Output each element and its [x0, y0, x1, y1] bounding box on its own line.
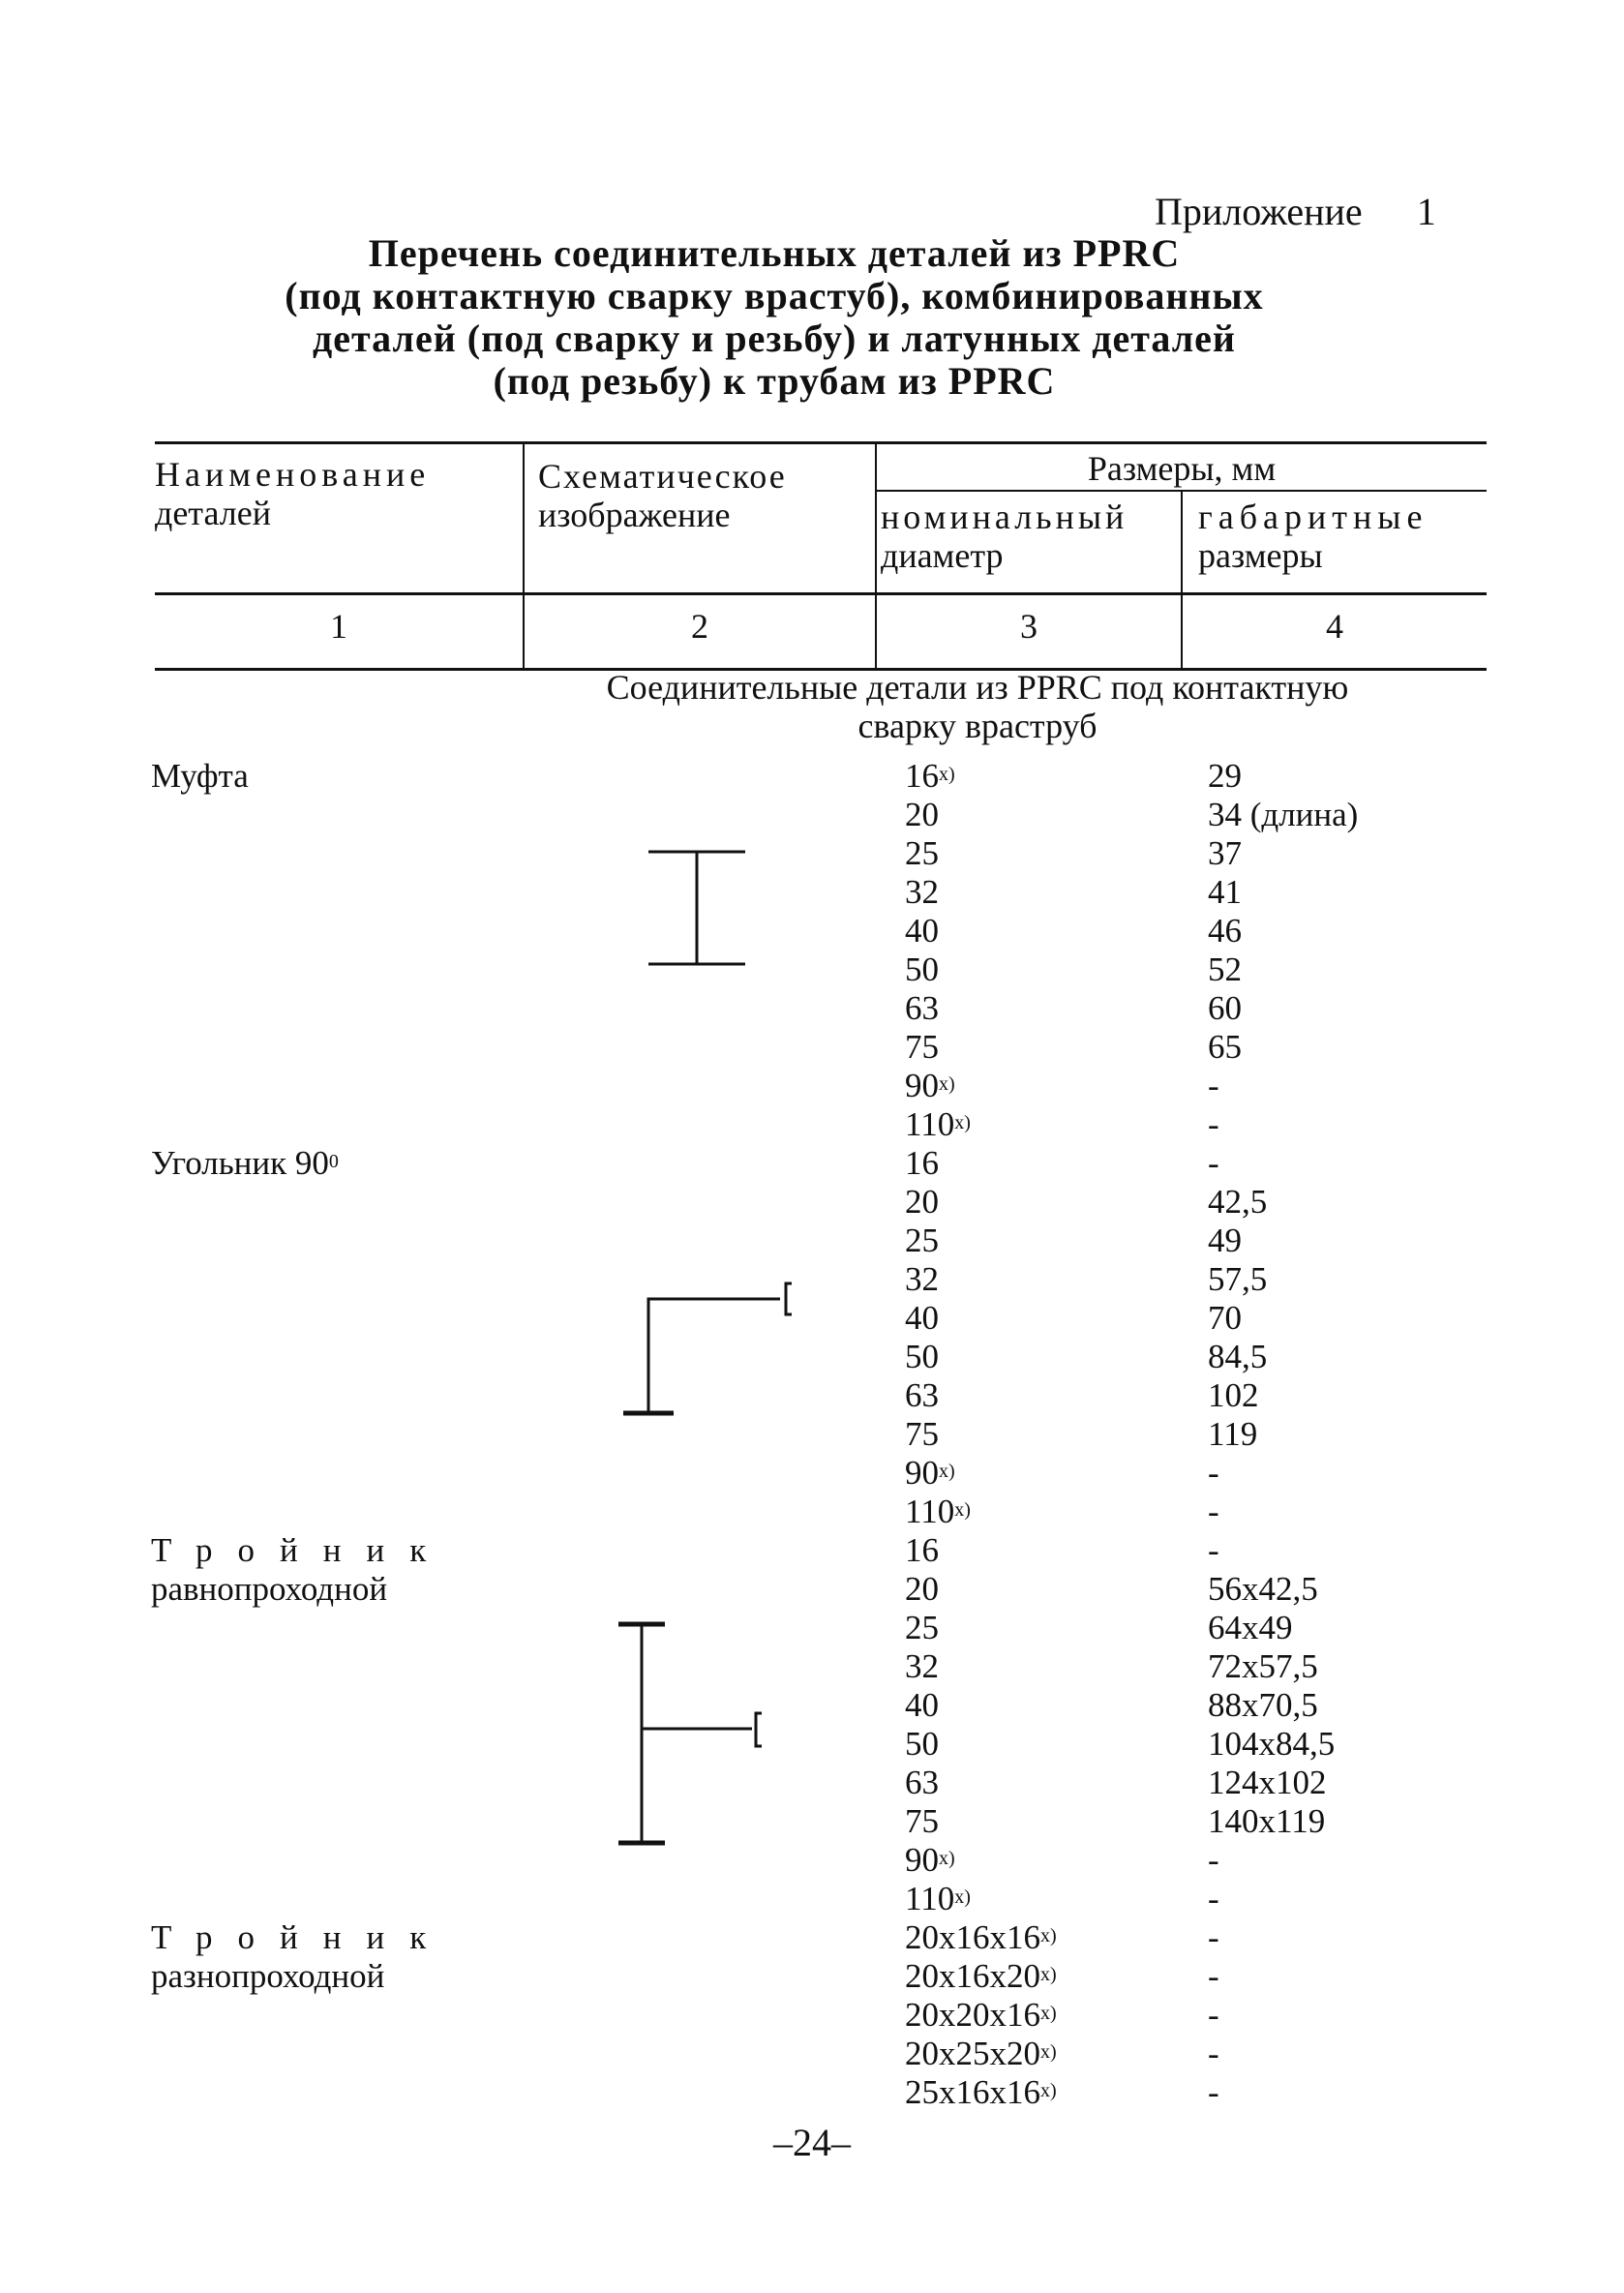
- title-line: Перечень соединительных деталей из PPRC: [368, 231, 1181, 275]
- overall-size: -: [1208, 1531, 1219, 1569]
- nominal-diameter: 20: [905, 1570, 939, 1608]
- overall-size: 37: [1208, 834, 1242, 872]
- header-col1-line1: Наименование: [155, 455, 431, 494]
- footnote-mark: x): [1040, 2003, 1057, 2024]
- nominal-diameter: 40: [905, 1686, 939, 1724]
- overall-size: -: [1208, 1454, 1219, 1492]
- header-col3-line1: номинальный: [881, 498, 1128, 536]
- section-title-line2: сварку враструб: [857, 707, 1098, 745]
- nominal-diameter: 50: [905, 1725, 939, 1763]
- nominal-diameter: 16: [905, 1531, 939, 1569]
- nominal-diameter: 25x16x16$^{x)}$: [905, 2073, 1057, 2111]
- section-title-line1: Соединительные детали из PPRC под контактную: [606, 668, 1349, 707]
- nominal-diameter: 25: [905, 834, 939, 872]
- part-name: Угольник $90^0$: [151, 1144, 339, 1182]
- part-name: [151, 757, 249, 796]
- page-number: –24–: [773, 2121, 851, 2164]
- overall-size: -: [1208, 1880, 1219, 1917]
- overall-size: -: [1208, 1841, 1219, 1879]
- nominal-diameter: 20x16x20$^{x)}$: [905, 1957, 1057, 1995]
- nominal-diameter: 25: [905, 1609, 939, 1646]
- header-col4: [1198, 498, 1428, 575]
- header-bottom-rule: [155, 592, 1487, 595]
- footnote-mark: x): [939, 764, 955, 785]
- part-name: [151, 1918, 451, 1996]
- overall-size: 41: [1208, 873, 1242, 911]
- overall-size: 29: [1208, 757, 1242, 795]
- nominal-diameter: 32: [905, 1260, 939, 1298]
- nominal-diameter: 75: [905, 1415, 939, 1453]
- part-name-line: Тройник: [151, 1531, 452, 1569]
- nominal-diameter: 40: [905, 1299, 939, 1337]
- elbow-90-icon: [610, 1258, 803, 1433]
- part-name-line: разнопроходной: [151, 1957, 385, 1995]
- overall-size: 102: [1208, 1376, 1259, 1414]
- overall-size: 84,5: [1208, 1338, 1268, 1375]
- header-col2-line1: Схематическое: [538, 457, 787, 496]
- header-sizes: Размеры, мм: [1087, 449, 1277, 488]
- header-col2: [538, 457, 787, 534]
- nominal-diameter: 40: [905, 912, 939, 950]
- column-number-4: 4: [1326, 607, 1343, 646]
- nominal-diameter: 16$^{x)}$: [905, 757, 955, 795]
- footnote-mark: x): [939, 1848, 955, 1869]
- overall-size: 42,5: [1208, 1183, 1268, 1221]
- overall-size: 52: [1208, 950, 1242, 988]
- header-col3-line2: диаметр: [881, 536, 1004, 575]
- page-title: [145, 232, 1403, 403]
- overall-size: 49: [1208, 1222, 1242, 1259]
- title-line: (под резьбу) к трубам из PPRC: [493, 359, 1056, 403]
- overall-size: 34 (длина): [1208, 796, 1359, 833]
- nominal-diameter: 75: [905, 1028, 939, 1066]
- nominal-diameter: 63: [905, 989, 939, 1027]
- column-number-1: 1: [330, 607, 347, 646]
- nominal-diameter: 25: [905, 1222, 939, 1259]
- column-number-3: 3: [1020, 607, 1038, 646]
- part-name-line: Тройник: [151, 1918, 452, 1956]
- nominal-diameter: 63: [905, 1376, 939, 1414]
- overall-size: -: [1208, 1105, 1219, 1143]
- footnote-mark: x): [939, 1461, 955, 1482]
- nominal-diameter: 75: [905, 1802, 939, 1840]
- nominal-diameter: 63: [905, 1764, 939, 1801]
- overall-size: 46: [1208, 912, 1242, 950]
- nominal-diameter: 90$^{x)}$: [905, 1454, 955, 1492]
- header-col1-line2: деталей: [155, 494, 271, 532]
- footnote-mark: x): [954, 1886, 971, 1908]
- overall-size: -: [1208, 1067, 1219, 1104]
- part-name: [151, 1531, 451, 1609]
- table-top-rule: [155, 441, 1487, 444]
- overall-size: -: [1208, 2035, 1219, 2072]
- header-col1: [155, 455, 430, 532]
- nominal-diameter: 20: [905, 1183, 939, 1221]
- appendix-label: [1155, 189, 1436, 234]
- overall-size: -: [1208, 1918, 1219, 1956]
- nominal-diameter: 90$^{x)}$: [905, 1067, 955, 1104]
- footnote-mark: x): [1040, 2041, 1057, 2063]
- overall-size: 119: [1208, 1415, 1258, 1453]
- header-col3: [881, 498, 1128, 575]
- overall-size: 88x70,5: [1208, 1686, 1318, 1724]
- overall-size: -: [1208, 1144, 1219, 1182]
- nominal-diameter: 32: [905, 1647, 939, 1685]
- nominal-diameter: 110$^{x)}$: [905, 1880, 971, 1917]
- nominal-diameter: 110$^{x)}$: [905, 1105, 971, 1143]
- equal-tee-icon: [605, 1607, 779, 1858]
- overall-size: 140x119: [1208, 1802, 1326, 1840]
- title-line: (под контактную сварку врастуб), комбинированных: [285, 274, 1264, 317]
- overall-size: 65: [1208, 1028, 1242, 1066]
- footnote-mark: x): [1040, 1964, 1057, 1985]
- overall-size: 70: [1208, 1299, 1242, 1337]
- degree-mark: 0: [328, 1151, 339, 1172]
- nominal-diameter: 20x16x16$^{x)}$: [905, 1918, 1057, 1956]
- part-name-line: Муфта: [151, 757, 249, 795]
- nominal-diameter: 20x25x20$^{x)}$: [905, 2035, 1057, 2072]
- overall-size: -: [1208, 1957, 1219, 1995]
- footnote-mark: x): [954, 1112, 971, 1133]
- title-line: деталей (под сварку и резьбу) и латунных деталей: [313, 317, 1236, 360]
- nominal-diameter: 50: [905, 950, 939, 988]
- overall-size: -: [1208, 2073, 1219, 2111]
- nominal-diameter: 20x20x16$^{x)}$: [905, 1996, 1057, 2034]
- overall-size: -: [1208, 1493, 1219, 1530]
- nominal-diameter: 110$^{x)}$: [905, 1493, 971, 1530]
- overall-size: 60: [1208, 989, 1242, 1027]
- nominal-diameter: 16: [905, 1144, 939, 1182]
- overall-size: 72x57,5: [1208, 1647, 1318, 1685]
- nominal-diameter: 90$^{x)}$: [905, 1841, 955, 1879]
- overall-size: 104x84,5: [1208, 1725, 1336, 1763]
- nominal-diameter: 32: [905, 873, 939, 911]
- footnote-mark: x): [954, 1499, 971, 1521]
- overall-size: 64x49: [1208, 1609, 1293, 1646]
- footnote-mark: x): [939, 1073, 955, 1095]
- header-col4-line2: размеры: [1198, 536, 1323, 575]
- coupling-icon: [639, 842, 755, 978]
- appendix-label-text: Приложение: [1155, 190, 1363, 233]
- overall-size: -: [1208, 1996, 1219, 2034]
- overall-size: 57,5: [1208, 1260, 1268, 1298]
- column-number-2: 2: [691, 607, 708, 646]
- header-col4-line1: габаритные: [1198, 498, 1429, 536]
- footnote-mark: x): [1040, 2080, 1057, 2101]
- footnote-mark: x): [1040, 1925, 1057, 1946]
- overall-size: 56x42,5: [1208, 1570, 1318, 1608]
- nominal-diameter: 20: [905, 796, 939, 833]
- overall-size: 124x102: [1208, 1764, 1327, 1801]
- nominal-diameter: 50: [905, 1338, 939, 1375]
- section-title: [523, 668, 1432, 745]
- appendix-number: 1: [1416, 190, 1436, 233]
- part-name-line: равнопроходной: [151, 1570, 388, 1608]
- header-col2-line2: изображение: [538, 496, 731, 534]
